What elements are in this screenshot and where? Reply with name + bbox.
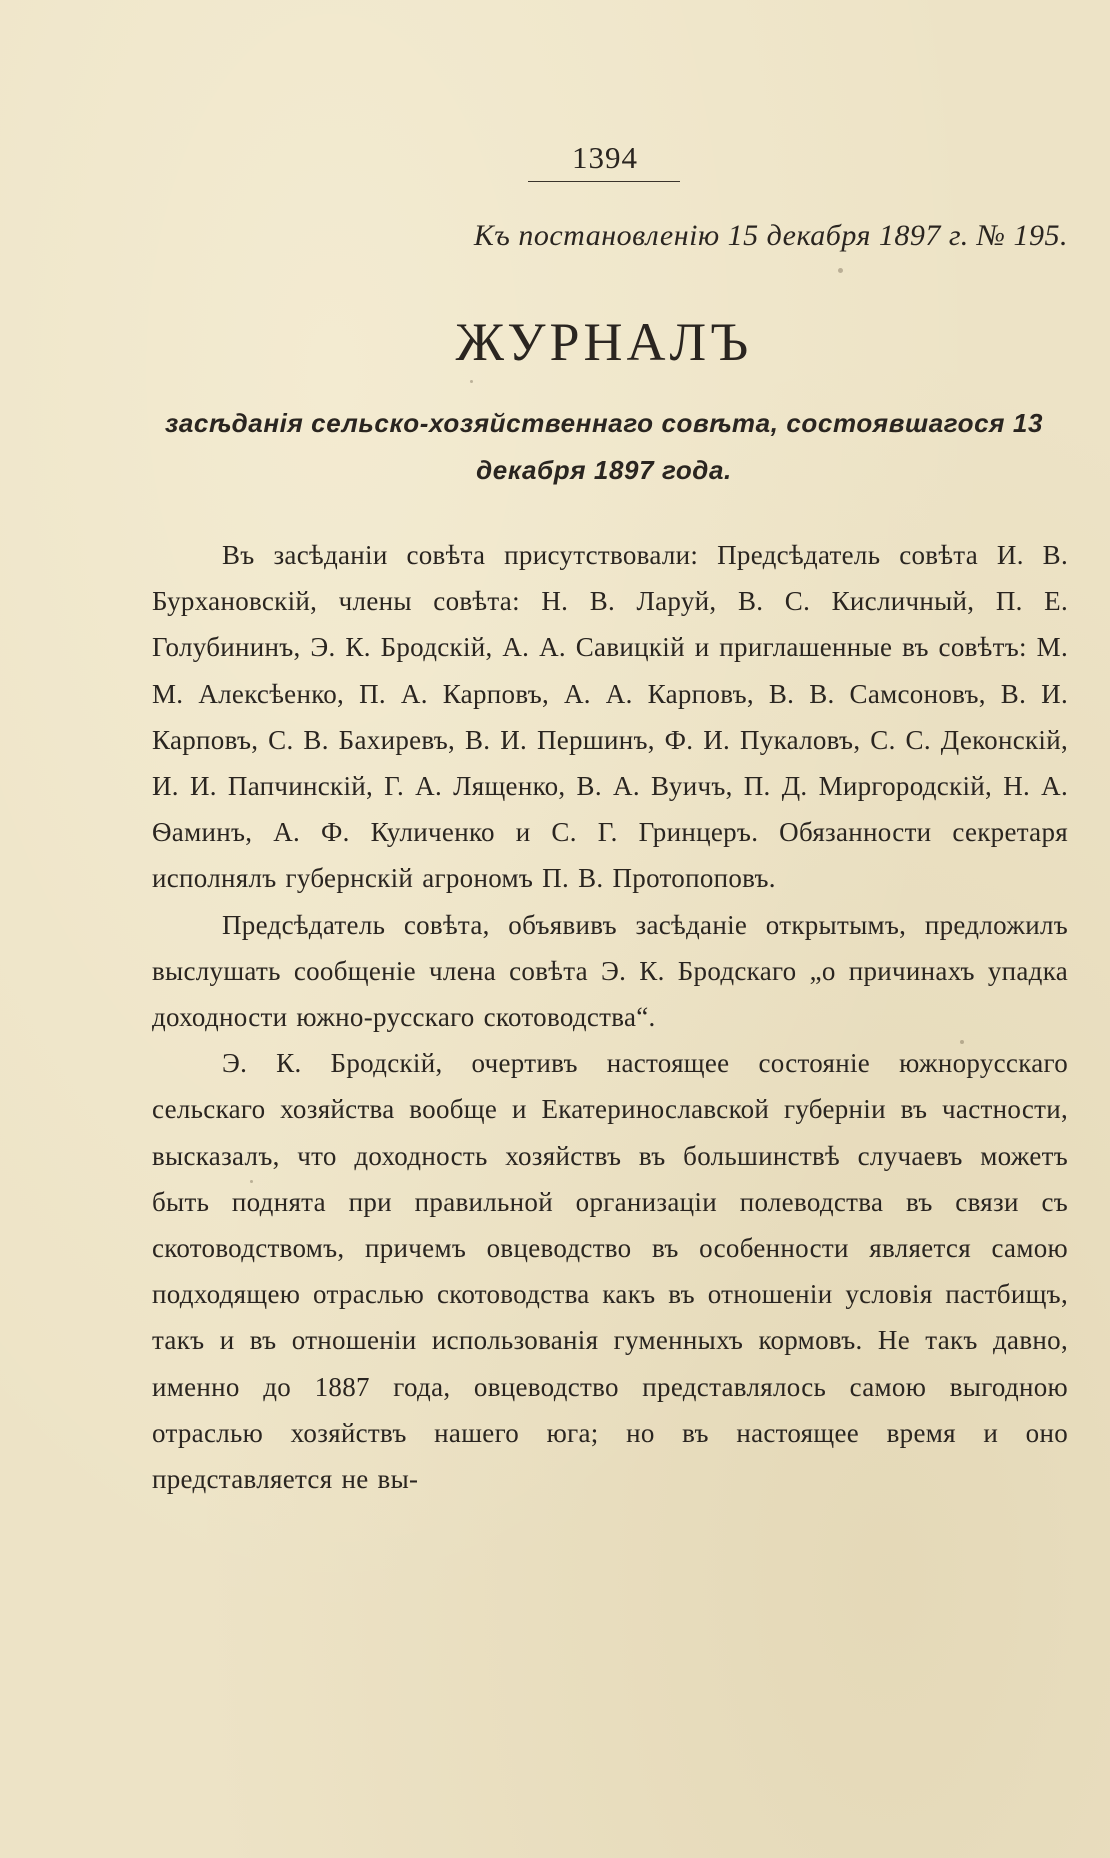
page-number-rule bbox=[528, 181, 680, 182]
paper-speck bbox=[838, 268, 843, 273]
body-text bbox=[152, 532, 1068, 1502]
paper-speck bbox=[250, 1180, 253, 1183]
paragraph-attendees: Въ засѣданіи совѣта присутствовали: Предсѣдатель совѣта И. В. Бурхановскій, члены совѣта: Н. В. Ларуй, В. С. Кисличный, П. Е. Голубининъ, Э. К. Бродскій, А. А. Савицкій и приглашенные въ совѣтъ: М. М. Алексѣенко, П. А. Карповъ, А. А. Карповъ, В. В. Самсоновъ, В. И. Карповъ, С. В. Бахиревъ, В. И. Першинъ, Ф. И. Пукаловъ, С. С. Деконскій, И. И. Папчинскій, Г. А. Лященко, В. А. Вуичъ, П. Д. Миргородскій, Н. А. Ѳаминъ, А. Ф. Куличенко и С. Г. Гринцеръ. Обязанности секретаря исполнялъ губернскій агрономъ П. В. Протопоповъ. bbox=[152, 540, 1068, 894]
journal-subtitle: засѣданія сельско-хозяйственнаго совѣта, состоявшагося 13 декабря 1897 года. bbox=[164, 408, 1044, 485]
paper-speck bbox=[470, 380, 473, 383]
paragraph-brodsky-report: Э. К. Бродскій, очертивъ настоящее состояніе южнорусскаго сельскаго хозяйства вообще и Екатеринославской губерніи въ частности, высказалъ, что доходность хозяйствъ въ большинствѣ случаевъ можетъ быть поднята при правильной организаціи полеводства въ связи съ скотоводствомъ, причемъ овцеводство въ особенности является самою подходящею отраслью скотоводства какъ въ отношеніи условія пастбищъ, такъ и въ отношеніи использованія гуменныхъ кормовъ. Не такъ давно, именно до 1887 года, овцеводство представлялось самою выгодною отраслью хозяйствъ нашего юга; но въ настоящее время и оно представляется не вы- bbox=[152, 1048, 1068, 1495]
paper-speck bbox=[960, 1040, 964, 1044]
page-number: 1394 bbox=[572, 140, 638, 175]
resolution-reference: Къ постановленію 15 декабря 1897 г. № 195. bbox=[473, 219, 1068, 252]
journal-title: ЖУРНАЛЪ bbox=[455, 312, 753, 372]
paragraph-opening: Предсѣдатель совѣта, объявивъ засѣданіе открытымъ, предложилъ выслушать сообщеніе члена совѣта Э. К. Бродскаго „о причинахъ упадка доходности южно-русскаго скотоводства“. bbox=[152, 909, 1068, 1033]
